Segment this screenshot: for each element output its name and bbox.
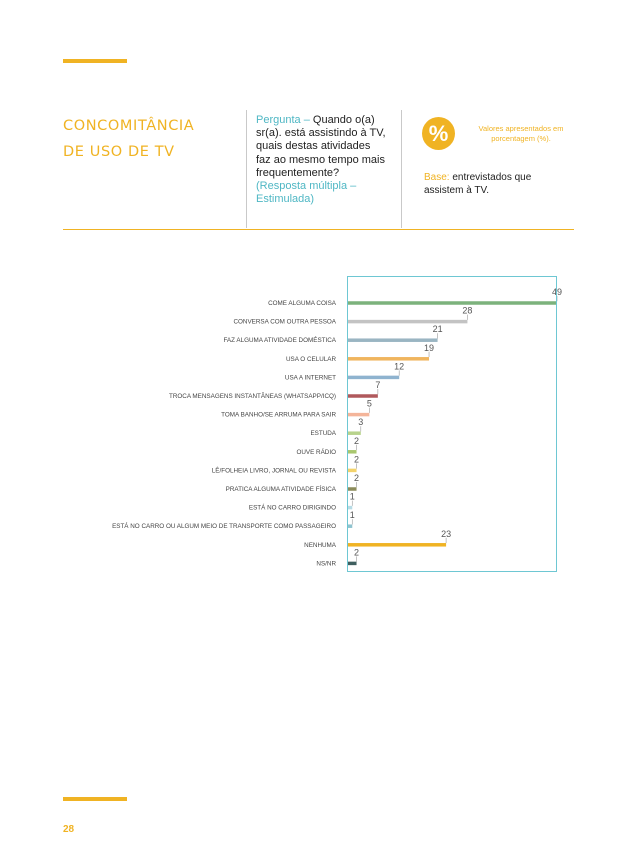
category-label: NENHUMA	[304, 541, 336, 549]
category-label: TOMA BANHO/SE ARRUMA PARA SAIR	[221, 411, 336, 419]
value-label: 2	[354, 454, 360, 465]
section-title-line-2: DE USO DE TV	[63, 144, 175, 160]
category-label: CONVERSA COM OUTRA PESSOA	[233, 318, 336, 326]
value-label: 2	[354, 547, 360, 558]
category-label: PRATICA ALGUMA ATIVIDADE FÍSICA	[225, 486, 336, 493]
bottom-accent-bar	[63, 797, 127, 801]
category-label: FAZ ALGUMA ATIVIDADE DOMÉSTICA	[223, 337, 336, 345]
value-label: 1	[349, 491, 355, 502]
page-number: 28	[63, 824, 75, 835]
category-label: ESTÁ NO CARRO OU ALGUM MEIO DE TRANSPORTE COMO PASSAGEIRO	[112, 523, 336, 531]
base-label: Base:	[424, 172, 450, 183]
values-note: Valores apresentados em porcentagem (%).	[478, 124, 564, 143]
value-label: 5	[366, 398, 372, 409]
value-label: 2	[354, 435, 360, 446]
base-text: entrevistados que assistem à TV.	[424, 172, 532, 196]
category-label: LÊ/FOLHEIA LIVRO, JORNAL OU REVISTA	[211, 467, 336, 475]
value-label: 7	[375, 380, 381, 390]
question-text: Quando o(a) sr(a). está assistindo à TV, quais destas atividades faz ao mesmo tempo mais frequentemente?	[256, 114, 386, 179]
question-prefix: Pergunta –	[256, 114, 310, 126]
category-label: ESTÁ NO CARRO DIRIGINDO	[248, 504, 336, 512]
category-label: TROCA MENSAGENS INSTANTÂNEAS (WHATSAPP/ICQ)	[168, 393, 336, 400]
question-note: (Resposta múltipla – Estimulada)	[256, 180, 357, 206]
value-label: 2	[354, 473, 360, 483]
category-label: USA O CELULAR	[285, 355, 336, 363]
percent-icon: %	[422, 117, 455, 150]
category-label: ESTUDA	[310, 430, 336, 438]
value-label: 3	[358, 417, 364, 428]
category-label: NS/NR	[316, 560, 336, 568]
value-label: 23	[441, 528, 452, 539]
chart-frame	[347, 276, 557, 572]
value-label: 28	[462, 305, 473, 316]
value-label: 19	[424, 342, 435, 353]
value-label: 12	[394, 361, 405, 372]
category-label: OUVE RÁDIO	[296, 448, 336, 456]
value-label: 49	[551, 287, 563, 297]
section-title-line-1: CONCOMITÂNCIA	[63, 118, 195, 134]
value-label: 21	[432, 324, 443, 335]
category-label: COME ALGUMA COISA	[268, 300, 336, 307]
category-label: USA A INTERNET	[284, 374, 336, 382]
value-label: 1	[349, 510, 355, 521]
